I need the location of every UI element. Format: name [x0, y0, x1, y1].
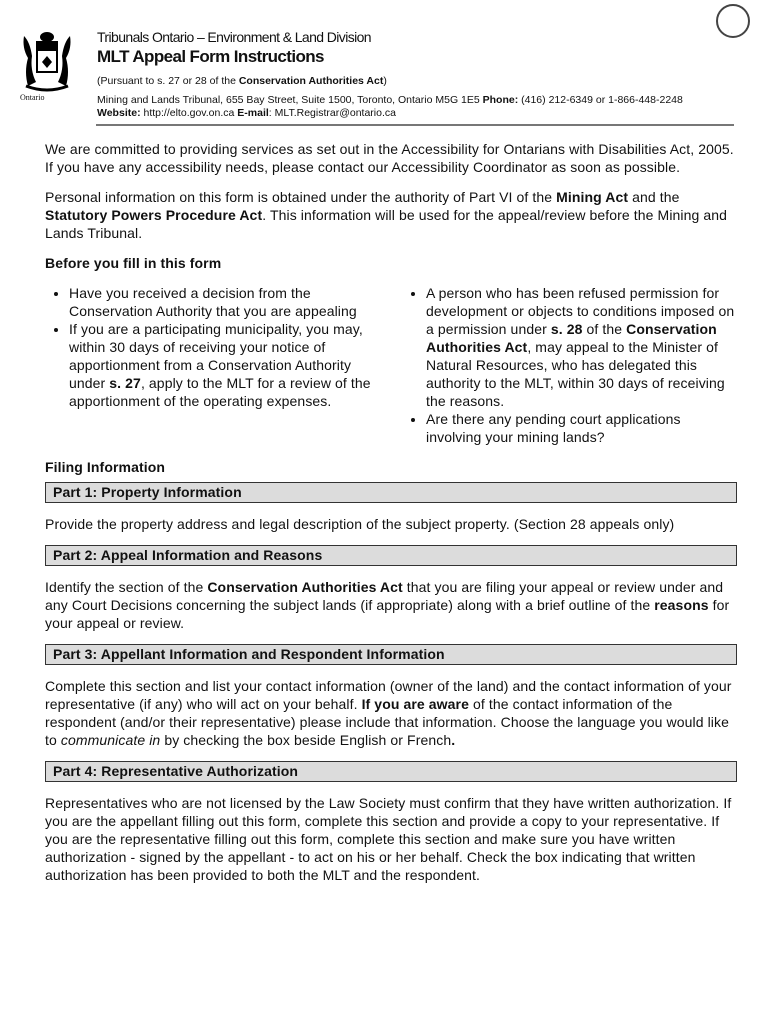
- part-4-text: [45, 794, 737, 884]
- page-title: MLT Appeal Form Instructions: [97, 47, 324, 66]
- text-segment: A person who has been refused permission for development or objects to conditions imposed on a permission under: [426, 285, 735, 337]
- text-segment: for your appeal or review.: [45, 597, 730, 631]
- before-lists: [45, 284, 737, 446]
- circle-mark: [716, 4, 750, 38]
- part-4-header: Part 4: Representative Authorization: [45, 761, 737, 782]
- text-segment: , apply to the MLT for a review of the apportionment of the operating expenses.: [69, 375, 371, 409]
- document-body: [45, 140, 737, 896]
- bold-text: Phone:: [482, 94, 519, 106]
- text-segment: and the: [628, 189, 680, 205]
- text-segment: (Pursuant to s. 27 or 28 of the: [97, 75, 239, 87]
- part-2-section: [45, 545, 737, 632]
- ontario-coat-of-arms-logo: [22, 28, 72, 102]
- bold-text: Statutory Powers Procedure Act: [45, 207, 263, 223]
- text-segment: We are committed to providing services as set out in the Accessibility for Ontarians with Disabilities Act, 2005. If you have any accessibility needs, please contact our Accessibility Coordinator as soon as possible.: [45, 141, 734, 175]
- pursuant-line: [97, 75, 387, 87]
- bold-text: s. 28: [550, 321, 583, 337]
- before-heading: Before you fill in this form: [45, 255, 222, 271]
- text-segment: : MLT.Registrar@ontario.ca: [268, 107, 396, 119]
- list-item: [69, 284, 380, 320]
- bold-text: Conservation Authorities Act: [238, 75, 384, 87]
- list-item: [426, 284, 737, 410]
- text-segment: of the contact information of the respondent (and/or their representative) please include that information. Choose the language you would like to: [45, 696, 729, 748]
- text-segment: http://elto.gov.on.ca: [140, 107, 238, 119]
- italic-text: communicate in: [60, 732, 161, 748]
- logo-caption: Ontario: [20, 93, 45, 102]
- part-3-text: [45, 677, 737, 749]
- left-bullet-list: [45, 284, 380, 446]
- bold-text: reasons: [654, 597, 709, 613]
- part-3-section: [45, 644, 737, 749]
- organization-name: Tribunals Ontario – Environment & Land Division: [97, 29, 371, 45]
- part-1-text: [45, 515, 737, 533]
- part-3-header: Part 3: Appellant Information and Respondent Information: [45, 644, 737, 665]
- bold-text: .: [451, 732, 456, 748]
- text-segment: , may appeal to the Minister of Natural Resources, who has delegated this authority to the MLT, within 30 days of receiving the reasons.: [426, 339, 725, 409]
- part-4-section: [45, 761, 737, 884]
- part-2-header: Part 2: Appeal Information and Reasons: [45, 545, 737, 566]
- text-segment: Provide the property address and legal description of the subject property. (Section 28 appeals only): [45, 516, 675, 532]
- web-email-line: [97, 107, 683, 120]
- part-1-section: [45, 482, 737, 533]
- bold-text: Mining Act: [556, 189, 629, 205]
- contact-block: [97, 94, 683, 120]
- text-segment: ): [383, 75, 387, 87]
- bold-text: Conservation Authorities Act: [207, 579, 403, 595]
- part-2-text: [45, 578, 737, 632]
- text-segment: (416) 212-6349 or 1-866-448-2248: [518, 94, 683, 106]
- list-item: [69, 320, 380, 410]
- address-line: [97, 94, 683, 107]
- text-segment: . This information will be used for the appeal/review before the Mining and Lands Tribunal.: [45, 207, 728, 241]
- text-segment: Representatives who are not licensed by the Law Society must confirm that they have written authorization. If you are the appellant filling out this form, complete this section and provide a copy to your representative. If you are the representative filling out this form, complete this section and make sure you have written authorization - signed by the appellant - to act on his or her behalf. Check the box indicating that written authorization has been provided to both the MLT and the respondent.: [45, 795, 732, 883]
- part-1-header: Part 1: Property Information: [45, 482, 737, 503]
- bold-text: s. 27: [109, 375, 141, 391]
- list-item: [426, 410, 737, 446]
- filing-heading: Filing Information: [45, 459, 166, 475]
- text-segment: Have you received a decision from the Conservation Authority that you are appealing: [69, 285, 357, 319]
- header-divider: [96, 124, 734, 126]
- bold-text: Website:: [97, 107, 141, 119]
- text-segment: Mining and Lands Tribunal, 655 Bay Street, Suite 1500, Toronto, Ontario M5G 1E5: [97, 94, 483, 106]
- text-segment: Are there any pending court applications involving your mining lands?: [426, 411, 681, 445]
- bold-text: Conservation Authorities Act: [426, 321, 717, 355]
- text-segment: of the: [582, 321, 627, 337]
- text-segment: If you are a participating municipality, you may, within 30 days of receiving your notice of apportionment from a Conservation Authority under: [69, 321, 363, 391]
- text-segment: Identify the section of the: [45, 579, 208, 595]
- text-segment: Personal information on this form is obtained under the authority of Part VI of the: [45, 189, 557, 205]
- bold-text: If you are aware: [361, 696, 469, 712]
- privacy-paragraph: [45, 188, 737, 242]
- accessibility-paragraph: [45, 140, 737, 176]
- text-segment: by checking the box beside English or French: [160, 732, 452, 748]
- right-bullet-list: [402, 284, 737, 446]
- text-segment: that you are filing your appeal or review under and any Court Decisions concerning the subject lands (if appropriate) along with a brief outline of the: [45, 579, 724, 613]
- bold-text: E-mail: [237, 107, 269, 119]
- text-segment: Complete this section and list your contact information (owner of the land) and the contact information of your representative (if any) who will act on your behalf.: [45, 678, 732, 712]
